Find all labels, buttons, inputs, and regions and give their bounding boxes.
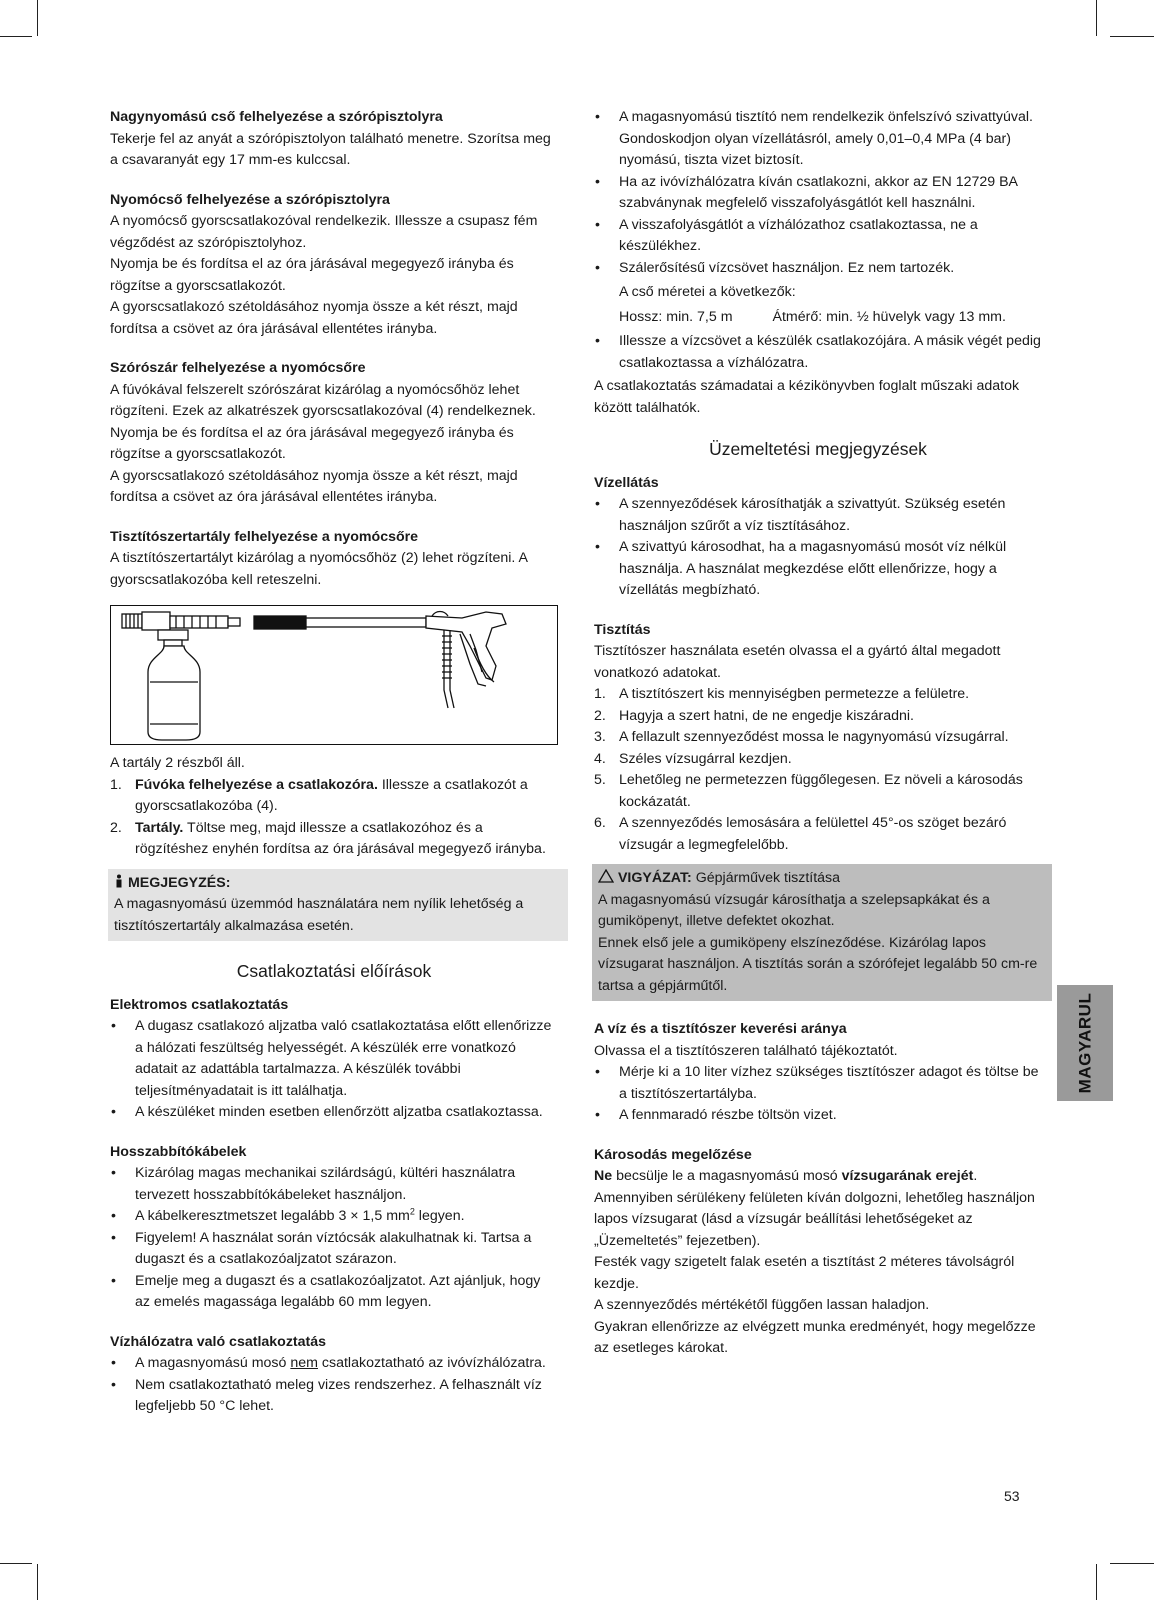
list-text: Nem csatlakoztatható meleg vizes rendszerhez. A felhasznált víz legfeljebb 50 °C lehet.	[135, 1376, 542, 1414]
section-heading: Károsodás megelőzése	[594, 1146, 752, 1163]
section-heading: Szórószár felhelyezése a nyomócsőre	[110, 360, 366, 376]
list-text: Kizárólag magas mechanikai szilárdságú, kültéri használatra tervezett hosszabbítókábeleket használjon.	[135, 1165, 516, 1203]
language-tab-label: MAGYARUL	[1075, 992, 1095, 1094]
list-item	[110, 775, 558, 818]
list-item	[594, 706, 1042, 728]
superscript: 2	[409, 1206, 415, 1217]
step-title: Tartály.	[135, 819, 184, 836]
paragraph: A tartály 2 részből áll.	[110, 755, 245, 771]
list-item	[594, 258, 1042, 280]
hose-dimensions	[594, 307, 1042, 329]
list-item	[594, 1105, 1042, 1127]
paragraph: A nyomócső gyorscsatlakozóval rendelkezik. Illessze a csupasz fém végződést az szórópisztolyhoz.	[110, 213, 538, 251]
crop-mark	[0, 36, 32, 37]
note-box	[108, 869, 568, 942]
bullet: •	[595, 1107, 600, 1123]
hose-diameter: Átmérő: min. ½ hüvelyk vagy 13 mm.	[772, 308, 1006, 325]
list-text: Emelje meg a dugaszt és a csatlakozóaljzatot. Azt ajánljuk, hogy az emelés magassága legalább 60 mm legyen.	[135, 1272, 541, 1310]
list-item	[110, 1353, 558, 1375]
spray-gun-illustration	[110, 605, 558, 745]
list-item	[594, 331, 1042, 374]
bullet: •	[595, 333, 600, 349]
crop-mark	[37, 0, 38, 36]
list-item	[110, 1228, 558, 1271]
list-text: Lehetőleg ne permetezzen függőlegesen. Ez növeli a károsodás kockázatát.	[619, 772, 1023, 810]
list-text: A kábelkeresztmetszet legalább 3 × 1,5 mm	[135, 1208, 410, 1224]
list-number: 6.	[594, 815, 606, 831]
list-text: A szennyeződés lemosására a felülettel 45°-os szöget bezáró vízsugár a legmegfelelőbb.	[619, 815, 1007, 853]
list-text: A szennyeződések károsíthatják a szivattyút. Szükség esetén használjon szűrőt a víz tisztításához.	[619, 496, 1006, 534]
list-item	[110, 1163, 558, 1206]
underlined-text: nem	[290, 1355, 318, 1371]
paragraph: Amennyiben sérülékeny felületen kíván dolgozni, lehetőleg használjon lapos vízsugarat (lásd a vízsugár beállítási lehetőségeket az „Üzemeltetés” fejezetben).	[594, 1189, 1035, 1249]
list-item	[594, 813, 1042, 856]
left-column	[110, 107, 558, 1418]
crop-mark	[37, 1564, 38, 1600]
paragraph	[594, 1166, 1042, 1188]
text: .	[973, 1168, 978, 1184]
paragraph: A csatlakoztatás számadatai a kézikönyvben foglalt műszaki adatok között találhatók.	[594, 378, 1020, 416]
paragraph: Nyomja be és fordítsa el az óra járásával megegyező irányba és rögzítse a gyorscsatlakozót.	[110, 256, 514, 294]
list-item	[110, 818, 558, 861]
list-item	[594, 172, 1042, 215]
list-item	[110, 1271, 558, 1314]
bullet: •	[595, 259, 600, 276]
warning-box	[592, 864, 1052, 1001]
paragraph: Nyomja be és fordítsa el az óra járásával megegyező irányba és rögzítse a gyorscsatlakozót.	[110, 424, 514, 462]
warning-text: A magasnyomású vízsugár károsíthatja a szelepsapkákat és a gumiköpenyt, illetve defektet okozhat.	[598, 891, 990, 929]
step-text: Töltse meg, majd illessze a csatlakozóhoz és a rögzítéshez enyhén fordítsa az óra járásával megegyező irányba.	[135, 819, 546, 857]
crop-mark	[1110, 1563, 1154, 1564]
note-title: MEGJEGYZÉS:	[127, 874, 231, 891]
list-text: legyen.	[414, 1208, 465, 1224]
section-heading: Vízellátás	[594, 474, 659, 491]
bullet: •	[595, 216, 600, 233]
bullet: •	[111, 1272, 116, 1289]
bullet: •	[111, 1208, 116, 1224]
paragraph: Festék vagy szigetelt falak esetén a tisztítást 2 méteres távolságról kezdje.	[594, 1254, 1015, 1292]
list-item	[594, 749, 1042, 771]
text: becsülje le a magasnyomású mosó	[612, 1168, 842, 1184]
section-heading: Vízhálózatra való csatlakoztatás	[110, 1333, 327, 1350]
list-text: A magasnyomású tisztító nem rendelkezik önfelszívó szivattyúval. Gondoskodjon olyan vízellátásról, amely 0,01–0,4 MPa (4 bar) nyomású, tiszta vizet biztosít.	[619, 109, 1033, 168]
list-text: A dugasz csatlakozó aljzatba való csatlakoztatása előtt ellenőrizze a hálózati feszültség helyességét. A készülék erre vonatkozó adatait az adattábla tartalmazza. A készülék további teljesítményadatait is itt találhatja.	[135, 1018, 552, 1099]
paragraph: A gyorscsatlakozó szétoldásához nyomja össze a két részt, majd fordítsa a csövet az óra járásával ellentétes irányba.	[110, 467, 518, 505]
list-item	[110, 1102, 558, 1124]
crop-mark	[0, 1563, 32, 1564]
paragraph: A szennyeződés mértékétől függően lassan haladjon.	[594, 1297, 930, 1313]
bullet: •	[595, 109, 600, 125]
section-title: Csatlakoztatási előírások	[236, 961, 432, 981]
spray-gun-with-tank-icon	[111, 606, 557, 744]
list-text: Figyelem! A használat során víztócsák alakulhatnak ki. Tartsa a dugaszt és a csatlakozóaljzatot szárazon.	[135, 1229, 532, 1267]
list-item	[110, 1016, 558, 1102]
list-text: A tisztítószert kis mennyiségben permetezze a felületre.	[619, 686, 970, 702]
right-column	[594, 107, 1042, 1360]
list-item	[110, 1375, 558, 1418]
bullet: •	[595, 496, 600, 512]
bullet: •	[595, 539, 600, 555]
list-text: Szálerősítésű vízcsövet használjon. Ez nem tartozék.	[619, 259, 955, 276]
list-text: Széles vízsugárral kezdjen.	[619, 750, 792, 767]
list-text: A fennmaradó részbe töltsön vizet.	[619, 1107, 837, 1123]
step-text: Illessze a csatlakozót a gyorscsatlakozóba (4).	[135, 776, 528, 814]
section-heading: Hosszabbítókábelek	[110, 1143, 247, 1160]
crop-mark	[1110, 36, 1154, 37]
section-heading: Nyomócső felhelyezése a szórópisztolyra	[110, 191, 390, 208]
list-item	[594, 684, 1042, 706]
list-number: 3.	[594, 729, 606, 745]
list-number: 1.	[110, 776, 122, 793]
hose-length: Hossz: min. 7,5 m	[619, 308, 733, 325]
bullet: •	[111, 1165, 116, 1181]
list-text: csatlakoztatható az ivóvízhálózatra.	[317, 1355, 546, 1371]
list-text: Ha az ivóvízhálózatra kíván csatlakozni, akkor az EN 12729 BA szabványnak megfelelő visszafolyásgátlót kell használni.	[619, 173, 1018, 211]
paragraph: Tekerje fel az anyát a szórópisztolyon található menetre. Szorítsa meg a csavaranyát egy 17 mm-es kulccsal.	[110, 130, 551, 168]
note-text: A magasnyomású üzemmód használatára nem nyílik lehetőség a tisztítószertartály alkalmazása esetén.	[114, 896, 524, 934]
list-item	[594, 537, 1042, 602]
list-item	[594, 494, 1042, 537]
list-number: 1.	[594, 686, 606, 702]
paragraph: Tisztítószer használata esetén olvassa el a gyártó által megadott vonatkozó adatokat.	[594, 643, 1001, 681]
warning-title: Gépjárművek tisztítása	[691, 870, 841, 886]
bold-text: Ne	[594, 1168, 613, 1184]
bullet: •	[595, 1064, 600, 1080]
paragraph: A gyorscsatlakozó szétoldásához nyomja össze a két részt, majd fordítsa a csövet az óra járásával ellentétes irányba.	[110, 299, 518, 337]
info-icon	[114, 874, 124, 888]
list-item	[594, 215, 1042, 258]
paragraph: A tisztítószertartályt kizárólag a nyomócsőhöz (2) lehet rögzíteni. A gyorscsatlakozóba kell reteszelni.	[110, 550, 528, 588]
paragraph: Gyakran ellenőrizze az elvégzett munka eredményét, hogy megelőzze az esetleges károkat.	[594, 1318, 1036, 1356]
paragraph: A fúvókával felszerelt szórószárat kizárólag a nyomócsőhöz lehet rögzíteni. Ezek az alkatrészek gyorscsatlakozóval (4) rendelkeznek.	[110, 381, 536, 419]
section-title: Üzemeltetési megjegyzések	[709, 439, 927, 459]
page-number: 53	[1004, 1488, 1020, 1504]
section-heading: Tisztítás	[594, 621, 651, 638]
bullet: •	[111, 1018, 116, 1034]
list-text: Mérje ki a 10 liter vízhez szükséges tisztítószer adagot és töltse be a tisztítószertartályba.	[619, 1064, 1039, 1102]
list-text: A készüléket minden esetben ellenőrzött aljzatba csatlakoztassa.	[135, 1104, 543, 1120]
list-number: 2.	[110, 819, 122, 836]
bullet: •	[111, 1376, 116, 1393]
bullet: •	[111, 1229, 116, 1246]
section-heading: Tisztítószertartály felhelyezése a nyomócsőre	[110, 528, 419, 545]
list-text: A visszafolyásgátlót a vízhálózathoz csatlakoztassa, ne a készülékhez.	[619, 216, 978, 254]
bold-text: vízsugarának erejét	[841, 1168, 974, 1184]
list-number: 4.	[594, 750, 606, 767]
list-number: 5.	[594, 772, 606, 788]
list-item	[110, 1206, 558, 1228]
section-heading: A víz és a tisztítószer keverési aránya	[594, 1021, 847, 1037]
section-heading: Nagynyomású cső felhelyezése a szórópisztolyra	[110, 109, 443, 125]
language-tab	[1057, 985, 1113, 1101]
list-text: A szivattyú károsodhat, ha a magasnyomású mosót víz nélkül használja. A használat megkezdése előtt ellenőrizze, hogy a vízellátás megbízható.	[619, 539, 1007, 598]
list-text: A fellazult szennyeződést mossa le nagynyomású vízsugárral.	[619, 729, 1009, 745]
paragraph: A cső méretei a következők:	[619, 284, 796, 300]
list-item	[594, 770, 1042, 813]
crop-mark	[1096, 1564, 1097, 1600]
section-heading: Elektromos csatlakoztatás	[110, 996, 289, 1013]
warning-triangle-icon	[598, 869, 614, 883]
warning-text: Ennek első jele a gumiköpeny elszíneződése. Kizárólag lapos vízsugarat használjon. A tisztítás során a szórófejet legalább 50 cm-re tartsa a gépjárműtől.	[598, 934, 1038, 994]
step-title: Fúvóka felhelyezése a csatlakozóra.	[135, 776, 378, 793]
warning-label: VIGYÁZAT:	[617, 870, 692, 886]
bullet: •	[111, 1104, 116, 1120]
bullet: •	[595, 173, 600, 190]
list-item	[594, 107, 1042, 172]
paragraph: Olvassa el a tisztítószeren található tájékoztatót.	[594, 1042, 898, 1059]
bullet: •	[111, 1355, 116, 1371]
list-item	[594, 727, 1042, 749]
crop-mark	[1096, 0, 1097, 36]
list-text: Illessze a vízcsövet a készülék csatlakozójára. A másik végét pedig csatlakoztassa a vízhálózatra.	[619, 333, 1041, 371]
list-text: Hagyja a szert hatni, de ne engedje kiszáradni.	[619, 707, 914, 724]
list-item	[594, 1062, 1042, 1105]
list-number: 2.	[594, 707, 606, 724]
list-text: A magasnyomású mosó	[135, 1355, 291, 1371]
